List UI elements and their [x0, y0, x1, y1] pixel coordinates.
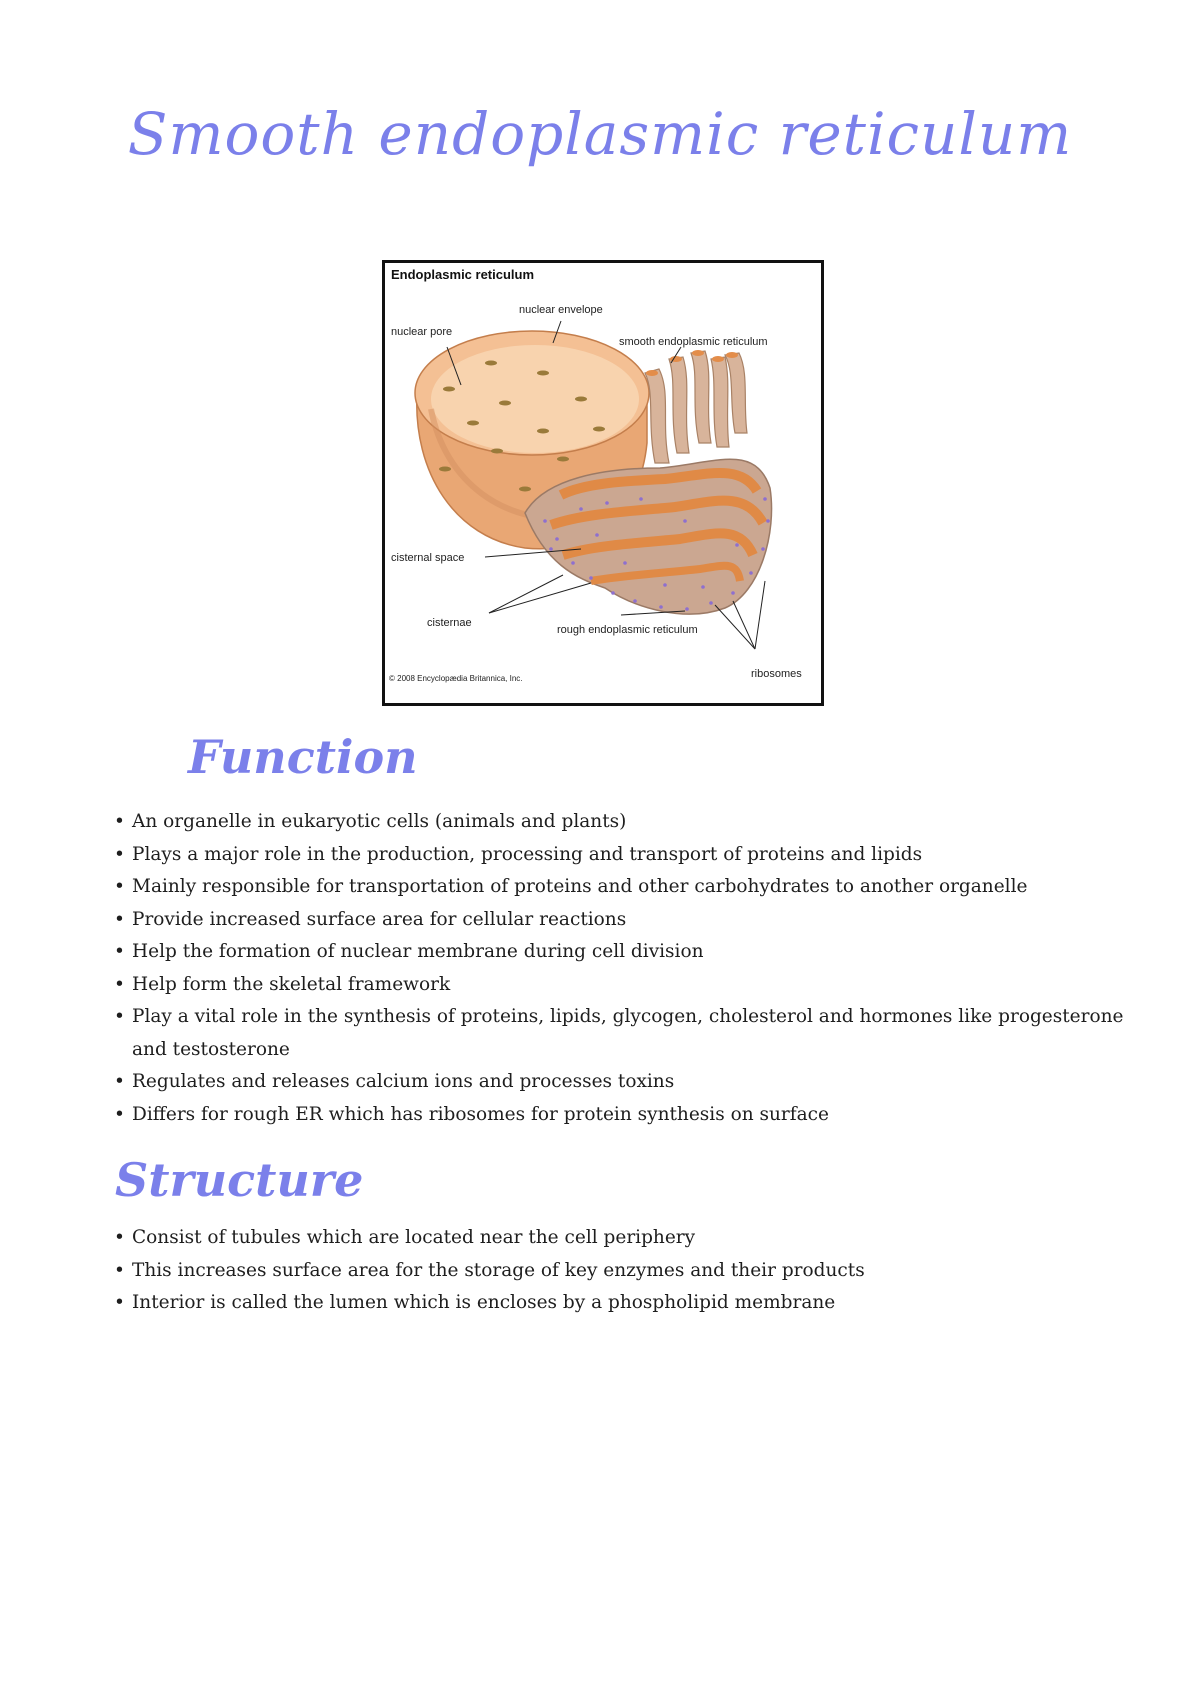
function-heading: Function — [188, 730, 418, 784]
list-item: • Regulates and releases calcium ions and processes toxins — [114, 1066, 1124, 1099]
label-ribosomes: ribosomes — [751, 668, 802, 680]
list-item: • Help form the skeletal framework — [114, 969, 1124, 1002]
list-item: • Plays a major role in the production, processing and transport of proteins and lipids — [114, 839, 1124, 872]
function-list — [114, 806, 1124, 1131]
label-cisternae: cisternae — [427, 617, 472, 629]
er-diagram — [382, 260, 824, 706]
list-item: • Interior is called the lumen which is encloses by a phospholipid membrane — [114, 1287, 1124, 1320]
label-smooth-er: smooth endoplasmic reticulum — [619, 336, 768, 348]
smooth-er-illustration — [645, 350, 747, 463]
list-item: • Play a vital role in the synthesis of proteins, lipids, glycogen, cholesterol and hormones like progesterone and testosterone — [114, 1001, 1124, 1066]
label-rough-er: rough endoplasmic reticulum — [557, 624, 698, 636]
list-item: • Help the formation of nuclear membrane during cell division — [114, 936, 1124, 969]
list-item: • This increases surface area for the storage of key enzymes and their products — [114, 1255, 1124, 1288]
diagram-heading: Endoplasmic reticulum — [391, 267, 535, 282]
diagram-credit: © 2008 Encyclopædia Britannica, Inc. — [389, 674, 523, 683]
list-item: • Mainly responsible for transportation of proteins and other carbohydrates to another organelle — [114, 871, 1124, 904]
label-cisternal-space: cisternal space — [391, 552, 465, 564]
label-nuclear-envelope: nuclear envelope — [519, 304, 603, 316]
structure-list — [114, 1222, 1124, 1320]
list-item: • Consist of tubules which are located near the cell periphery — [114, 1222, 1124, 1255]
list-item: • Differs for rough ER which has ribosomes for protein synthesis on surface — [114, 1099, 1124, 1132]
er-illustration — [385, 263, 821, 703]
list-item: • Provide increased surface area for cellular reactions — [114, 904, 1124, 937]
structure-heading: Structure — [115, 1153, 364, 1207]
label-nuclear-pore: nuclear pore — [391, 326, 453, 338]
page-title: Smooth endoplasmic reticulum — [127, 100, 1073, 168]
list-item: • An organelle in eukaryotic cells (animals and plants) — [114, 806, 1124, 839]
